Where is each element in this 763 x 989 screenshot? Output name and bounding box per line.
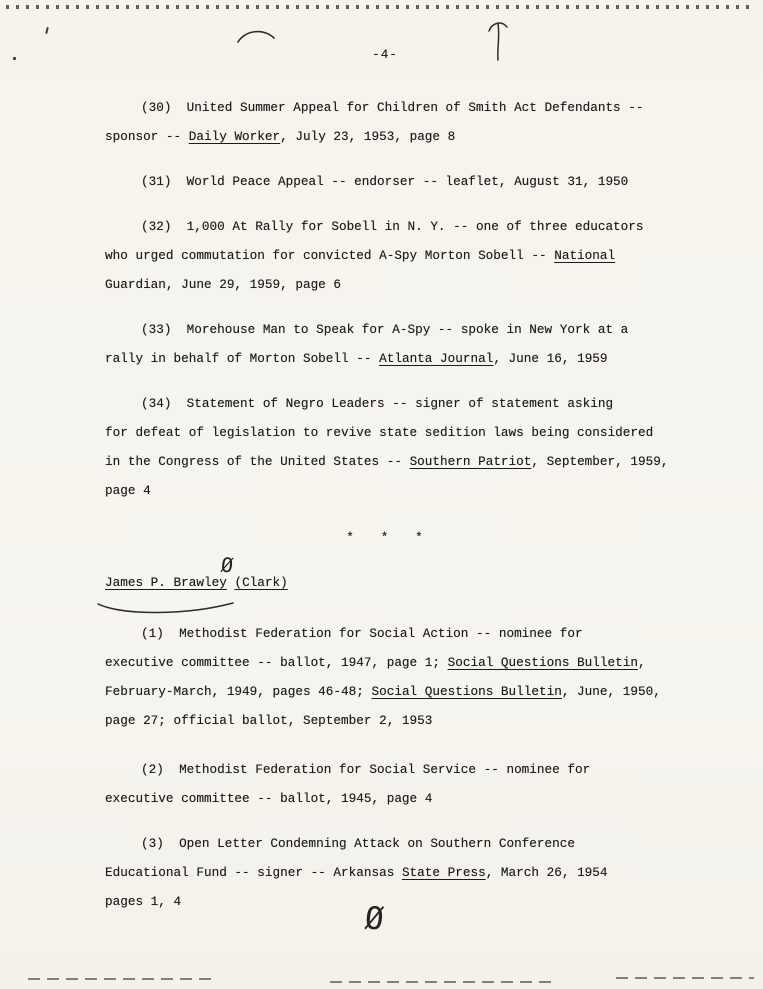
brawley-entry-2-line-1 — [105, 755, 665, 784]
publication-title: Atlanta Journal — [379, 351, 494, 366]
text-run: (30) United Summer Appeal for Children of Smith Act Defendants -- — [141, 100, 644, 115]
brawley-entry-2 — [105, 755, 665, 813]
handwritten-phi-mark: Ø — [219, 552, 235, 578]
text-run: executive committee -- ballot, 1947, page 1; — [105, 655, 448, 670]
text-run: , March 26, 1954 — [485, 865, 608, 880]
brawley-entry-1-line-1 — [105, 619, 665, 648]
publication-title: Southern Patriot — [409, 454, 532, 469]
brawley-entry-3-line-2 — [105, 858, 665, 887]
section-heading-brawley — [105, 568, 665, 597]
text-run: (2) Methodist Federation for Social Service -- nominee for — [141, 762, 591, 777]
brawley-entry-1-line-2 — [105, 648, 665, 677]
text-run: (31) World Peace Appeal -- endorser -- leaflet, August 31, 1950 — [141, 174, 629, 189]
text-run: executive committee -- ballot, 1945, page 4 — [105, 791, 433, 806]
entry-34-line-1 — [105, 389, 665, 418]
scan-edge-dashes-bottom-right — [616, 977, 754, 979]
text-run: pages 1, 4 — [105, 894, 182, 909]
text-run: Guardian, June 29, 1959, page 6 — [105, 277, 342, 292]
entry-34-line-3 — [105, 447, 669, 476]
text-run: Educational Fund -- signer -- Arkansas — [105, 865, 402, 880]
text-run: , June 16, 1959 — [493, 351, 608, 366]
entry-32-line-3 — [105, 270, 665, 299]
publication-title: Social Questions Bulletin — [371, 684, 562, 699]
entry-30 — [105, 93, 665, 151]
text-run: (33) Morehouse Man to Speak for A-Spy -- spoke in New York at a — [141, 322, 629, 337]
brawley-entry-1 — [105, 619, 665, 735]
entry-34 — [105, 389, 669, 505]
entry-30-line-1 — [105, 93, 665, 122]
entry-32-line-2 — [105, 241, 665, 270]
text-run: rally in behalf of Morton Sobell -- — [105, 351, 380, 366]
text-run: for defeat of legislation to revive state sedition laws being considered — [105, 425, 654, 440]
publication-title: Social Questions Bulletin — [447, 655, 638, 670]
stray-mark — [45, 27, 49, 34]
brawley-entry-1-line-3 — [105, 677, 665, 706]
person-affiliation: (Clark) — [234, 575, 288, 590]
person-name: James P. Brawley — [105, 575, 227, 590]
text-run: in the Congress of the United States -- — [105, 454, 410, 469]
asterisk-separator: * * * — [346, 530, 424, 545]
publication-title: Daily Worker — [188, 129, 281, 144]
publication-title: State Press — [401, 865, 486, 880]
text-run: , September, 1959, — [531, 454, 669, 469]
text-run: , June, 1950, — [561, 684, 661, 699]
scan-edge-dashes-bottom-mid — [330, 981, 558, 983]
brawley-entry-2-line-2 — [105, 784, 665, 813]
stray-mark — [13, 57, 16, 60]
text-run: (34) Statement of Negro Leaders -- signer of statement asking — [141, 396, 614, 411]
text-run: (3) Open Letter Condemning Attack on Southern Conference — [141, 836, 575, 851]
entry-32-line-1 — [105, 212, 665, 241]
text-run: February-March, 1949, pages 46-48; — [105, 684, 372, 699]
entry-34-line-2 — [105, 418, 665, 447]
text-run: , July 23, 1953, page 8 — [280, 129, 456, 144]
entry-33-line-1 — [105, 315, 665, 344]
entry-31-line-1 — [105, 167, 665, 196]
text-run: page 27; official ballot, September 2, 1953 — [105, 713, 433, 728]
brawley-entry-1-line-4 — [105, 706, 665, 735]
entry-31 — [105, 167, 665, 196]
entry-32 — [105, 212, 665, 299]
text-run: (1) Methodist Federation for Social Action -- nominee for — [141, 626, 583, 641]
entry-33 — [105, 315, 665, 373]
handwritten-circle-slash-mark: Ø — [363, 900, 386, 938]
scan-edge-dashes-bottom-left — [28, 978, 218, 980]
text-run: page 4 — [105, 483, 151, 498]
text-run: , — [637, 655, 646, 670]
text-run: sponsor -- — [105, 129, 189, 144]
typewritten-content — [105, 40, 669, 932]
brawley-entry-3-line-1 — [105, 829, 665, 858]
text-run: who urged commutation for convicted A-Spy Morton Sobell -- — [105, 248, 555, 263]
text-run: (32) 1,000 At Rally for Sobell in N. Y. -- one of three educators — [141, 219, 644, 234]
entry-30-line-2 — [105, 122, 665, 151]
handwritten-flourish-mark — [96, 599, 236, 619]
entry-34-line-4 — [105, 476, 665, 505]
publication-title: National — [554, 248, 616, 263]
page-number: -4- — [372, 47, 398, 62]
scan-edge-dots-top — [6, 5, 755, 9]
entry-33-line-2 — [105, 344, 665, 373]
